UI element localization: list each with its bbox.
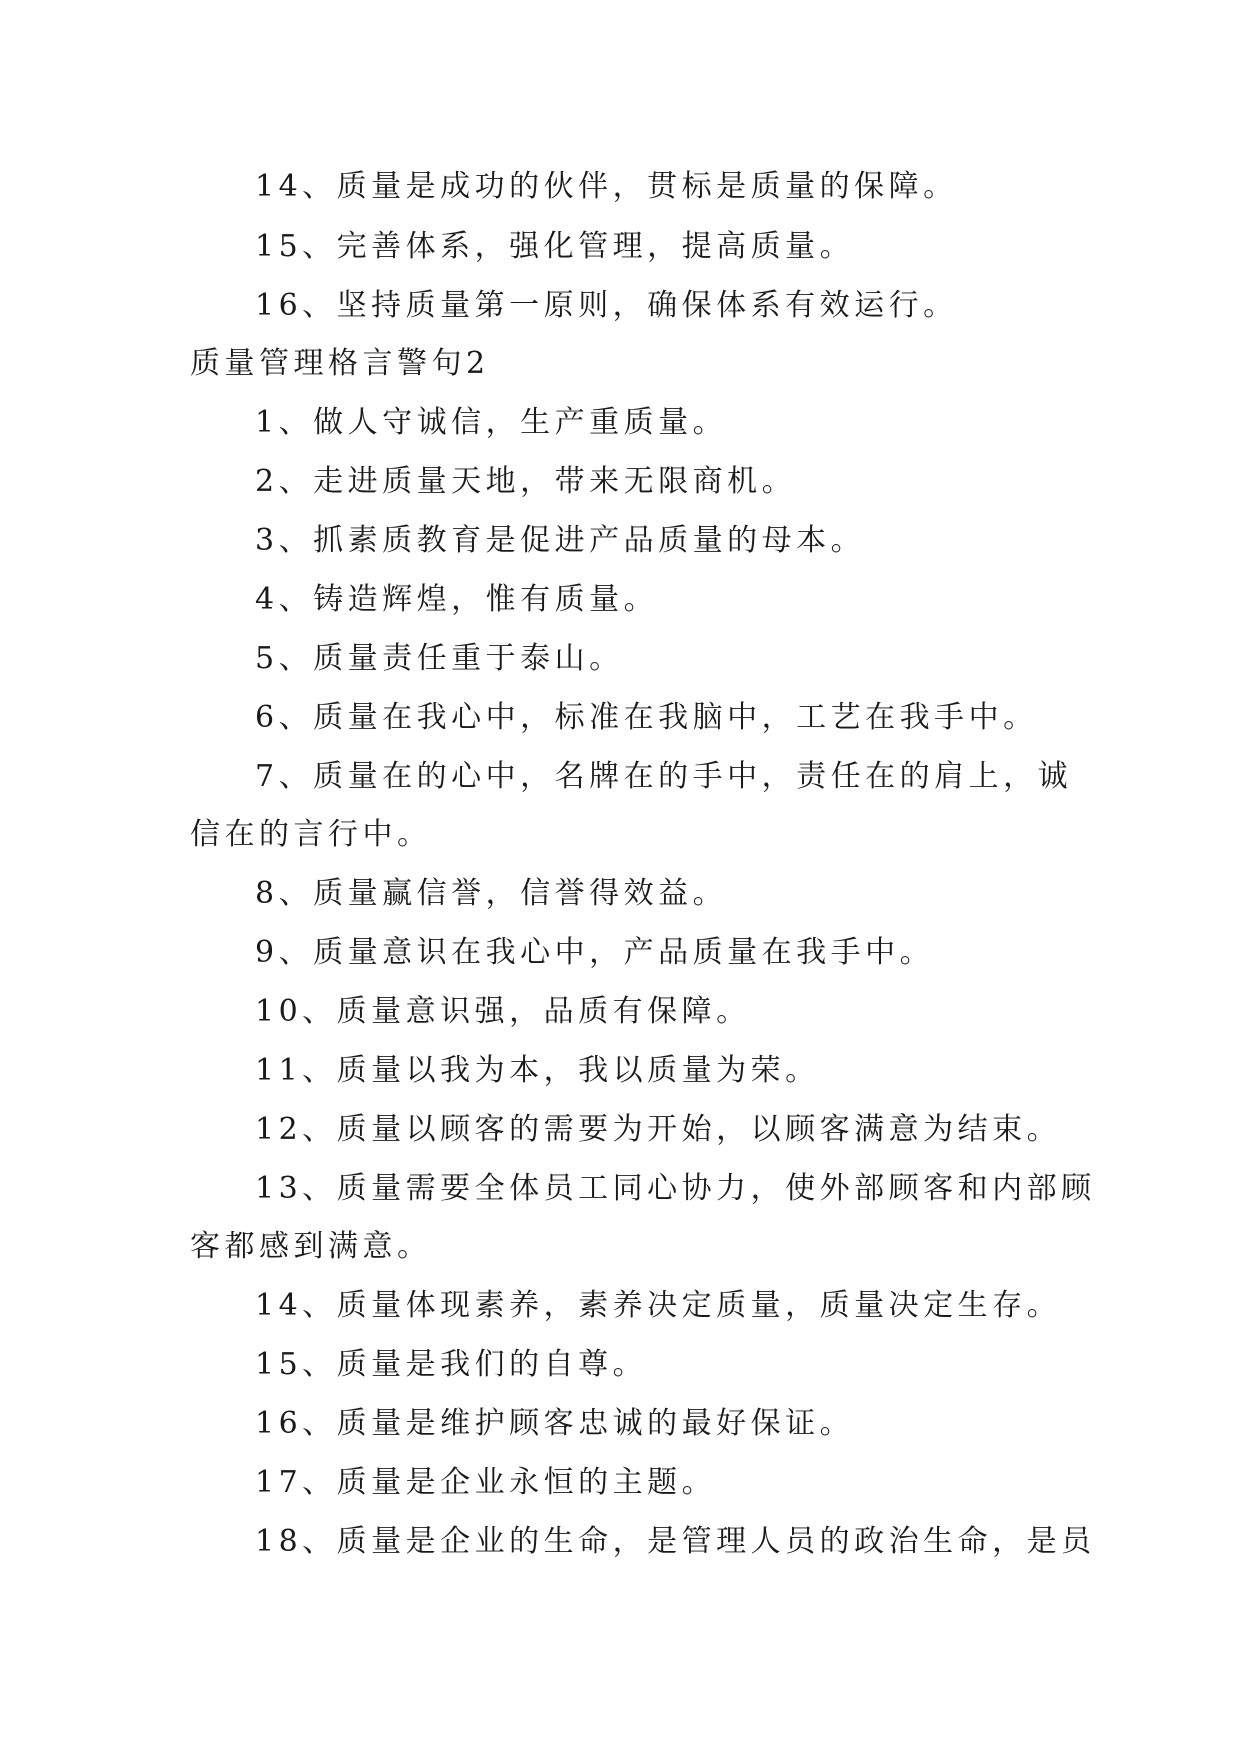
quote-line: 18、质量是企业的生命，是管理人员的政治生命，是员 [255, 1524, 1096, 1559]
quote-line: 17、质量是企业永恒的主题。 [255, 1465, 717, 1500]
quote-line: 1、做人守诚信，生产重质量。 [255, 405, 728, 440]
quote-line: 10、质量意识强，品质有保障。 [255, 994, 751, 1029]
quote-line: 14、质量体现素养，素养决定质量，质量决定生存。 [255, 1288, 1062, 1323]
quote-line: 15、完善体系，强化管理，提高质量。 [255, 229, 855, 264]
quote-line: 5、质量责任重于泰山。 [255, 641, 624, 676]
quote-line: 2、走进质量天地，带来无限商机。 [255, 464, 797, 499]
quote-line: 8、质量赢信誉，信誉得效益。 [255, 876, 728, 911]
quote-line: 3、抓素质教育是促进产品质量的母本。 [255, 523, 866, 558]
quote-line: 12、质量以顾客的需要为开始，以顾客满意为结束。 [255, 1112, 1062, 1147]
quote-line: 6、质量在我心中，标准在我脑中，工艺在我手中。 [255, 700, 1038, 735]
quote-line: 16、坚持质量第一原则，确保体系有效运行。 [255, 288, 958, 323]
quote-line: 16、质量是维护顾客忠诚的最好保证。 [255, 1406, 855, 1441]
quote-line: 13、质量需要全体员工同心协力，使外部顾客和内部顾 [255, 1171, 1096, 1206]
quote-line: 14、质量是成功的伙伴，贯标是质量的保障。 [255, 169, 958, 204]
quote-line-continuation: 信在的言行中。 [190, 817, 432, 852]
quote-line: 9、质量意识在我心中，产品质量在我手中。 [255, 935, 935, 970]
quote-line: 11、质量以我为本，我以质量为荣。 [255, 1053, 820, 1088]
quote-line: 4、铸造辉煌，惟有质量。 [255, 582, 659, 617]
section-title: 质量管理格言警句2 [190, 346, 490, 381]
quote-line-continuation: 客都感到满意。 [190, 1229, 432, 1264]
quote-line: 15、质量是我们的自尊。 [255, 1347, 648, 1382]
quote-line: 7、质量在的心中，名牌在的手中，责任在的肩上，诚 [255, 759, 1073, 794]
